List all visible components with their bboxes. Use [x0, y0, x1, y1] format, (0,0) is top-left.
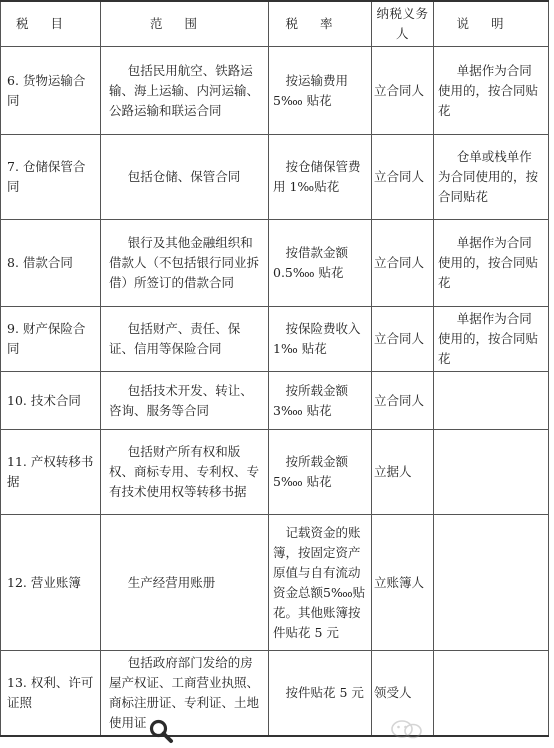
cell-rate: 记载资金的账簿，按固定资产原值与自有流动资金总额5‱贴花。其他账簿按件贴花 5 元 [269, 515, 372, 651]
cell-item: 8. 借款合同 [1, 220, 101, 307]
cell-scope: 包括财产所有权和版权、商标专用、专利权、专有技术使用权等转移书据 [101, 430, 269, 515]
table-row [1, 515, 549, 651]
cell-scope: 包括仓储、保管合同 [101, 135, 269, 220]
header-payer: 纳税义务人 [372, 1, 434, 47]
cell-rate: 按借款金额 0.5‱ 贴花 [269, 220, 372, 307]
cell-rate: 按运输费用 5‱ 贴花 [269, 47, 372, 135]
cell-item: 10. 技术合同 [1, 372, 101, 430]
magnifier-icon [148, 718, 174, 744]
table-row [1, 372, 549, 430]
cell-item: 11. 产权转移书据 [1, 430, 101, 515]
page-footer [0, 708, 554, 745]
cell-payer: 立账簿人 [372, 515, 434, 651]
cell-item: 7. 仓储保管合同 [1, 135, 101, 220]
table-row [1, 47, 549, 135]
cell-payer: 立合同人 [372, 307, 434, 372]
cell-payer: 立合同人 [372, 47, 434, 135]
cell-rate: 按保险费收入 1‰ 贴花 [269, 307, 372, 372]
cell-payer: 领受人 [372, 651, 434, 737]
cell-item: 13. 权利、许可证照 [1, 651, 101, 737]
cell-rate: 按所载金额 5‱ 贴花 [269, 430, 372, 515]
cell-item: 6. 货物运输合同 [1, 47, 101, 135]
cell-scope: 包括技术开发、转让、咨询、服务等合同 [101, 372, 269, 430]
cell-note [434, 515, 549, 651]
cell-scope: 生产经营用账册 [101, 515, 269, 651]
cell-item: 9. 财产保险合同 [1, 307, 101, 372]
cell-scope: 包括民用航空、铁路运输、海上运输、内河运输、公路运输和联运合同 [101, 47, 269, 135]
cell-rate: 按所载金额 3‱ 贴花 [269, 372, 372, 430]
cell-note: 单据作为合同使用的，按合同贴花 [434, 47, 549, 135]
header-item: 税目 [1, 1, 101, 47]
cell-note: 单据作为合同使用的，按合同贴花 [434, 307, 549, 372]
table-row [1, 307, 549, 372]
cell-note: 仓单或栈单作为合同使用的，按合同贴花 [434, 135, 549, 220]
cell-rate: 按件贴花 5 元 [269, 651, 372, 737]
cell-scope: 银行及其他金融组织和借款人（不包括银行同业拆借）所签订的借款合同 [101, 220, 269, 307]
header-scope: 范围 [101, 1, 269, 47]
cell-payer: 立据人 [372, 430, 434, 515]
table-row [1, 430, 549, 515]
wechat-logo-icon [386, 718, 430, 740]
cell-scope: 包括政府部门发给的房屋产权证、工商营业执照、商标注册证、专利证、土地使用证 [101, 651, 269, 737]
header-rate: 税率 [269, 1, 372, 47]
table-row [1, 135, 549, 220]
cell-note: 单据作为合同使用的，按合同贴花 [434, 220, 549, 307]
header-note: 说明 [434, 1, 549, 47]
cell-payer: 立合同人 [372, 220, 434, 307]
cell-note [434, 430, 549, 515]
table-header-row [1, 1, 549, 47]
cell-rate: 按仓储保管费用 1‰贴花 [269, 135, 372, 220]
cell-scope: 包括财产、责任、保证、信用等保险合同 [101, 307, 269, 372]
cell-payer: 立合同人 [372, 135, 434, 220]
cell-note [434, 372, 549, 430]
cell-item: 12. 营业账簿 [1, 515, 101, 651]
table-row [1, 220, 549, 307]
cell-payer: 立合同人 [372, 372, 434, 430]
search-button[interactable] [148, 718, 174, 744]
